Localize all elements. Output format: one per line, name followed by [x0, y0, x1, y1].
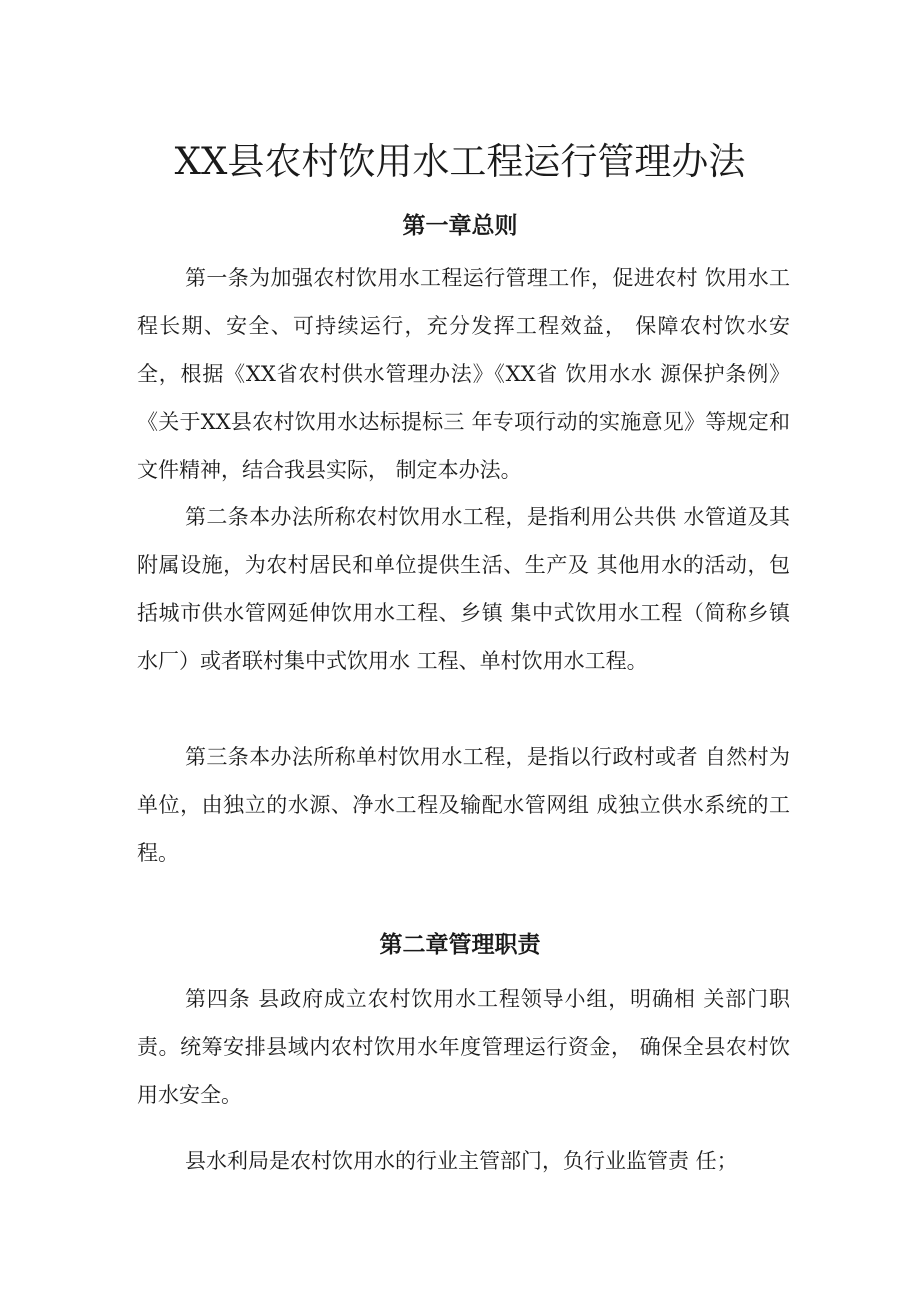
chapter-heading: 第一章总则: [402, 213, 518, 239]
article-paragraph: 县水利局是农村饮用水的行业主管部门，负行业监管责 任；: [185, 1149, 738, 1173]
article-paragraph: 第四条 县政府成立农村饮用水工程领导小组，明确相 关部门职责。统筹安排县域内农村饮用水年度管理运行资金， 确保全县农村饮用水安全。: [137, 987, 790, 1107]
article-paragraph: 第二条本办法所称农村饮用水工程，是指利用公共供 水管道及其附属设施，为农村居民和单位提供生活、生产及 其他用水的活动，包括城市供水管网延伸饮用水工程、乡镇 集中式饮用水工程（简称乡镇水厂）或者联村集中式饮用水 工程、单村饮用水工程。: [137, 505, 790, 673]
document-title: XX县农村饮用水工程运行管理办法: [174, 139, 746, 183]
article-paragraph: 第三条本办法所称单村饮用水工程，是指以行政村或者 自然村为单位，由独立的水源、净水工程及输配水管网组 成独立供水系统的工程。: [137, 745, 790, 865]
article-paragraph: 第一条为加强农村饮用水工程运行管理工作，促进农村 饮用水工程长期、安全、可持续运行，充分发挥工程效益， 保障农村饮水安全，根据《XX省农村供水管理办法》《XX省 饮用水水 源保护条例》《关于XX县农村饮用水达标提标三 年专项行动的实施意见》等规定和文件精神，结合我县实际， 制定本办法。: [137, 266, 790, 482]
chapter-heading: 第二章管理职责: [379, 932, 541, 958]
